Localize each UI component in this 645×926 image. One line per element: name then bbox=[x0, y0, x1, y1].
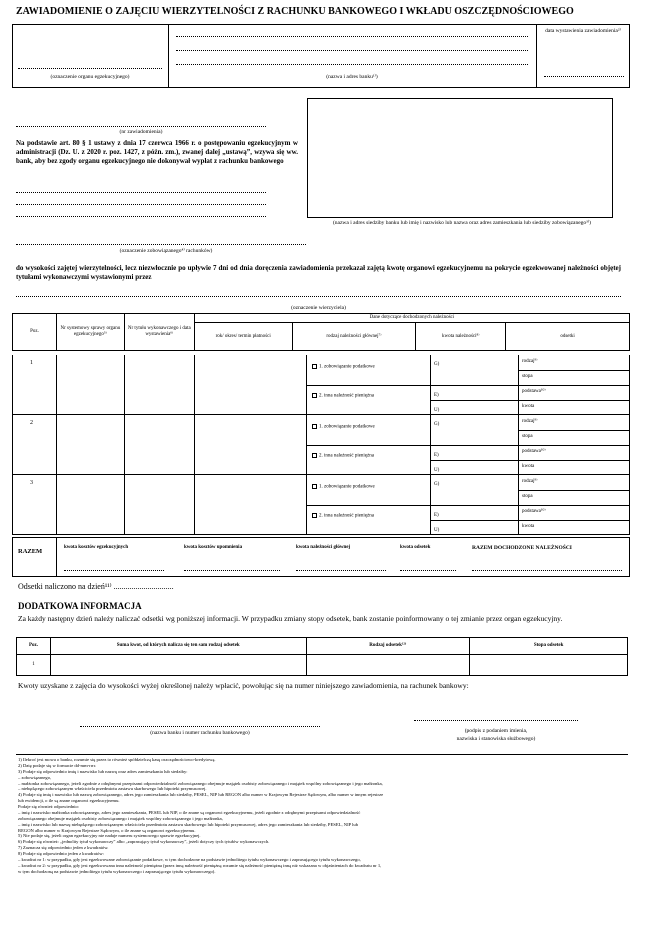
row2-i4: kwota bbox=[522, 464, 535, 469]
footnote: REGON albo numer w Krajowym Rejestrze Sądowym, o ile znane są organowi egzekucyjnemu. bbox=[18, 827, 196, 833]
row3-opt1-label: 1. zobowiązanie podatkowe bbox=[319, 484, 375, 490]
organ-caption: (oznaczenie organu egzekucyjnego) bbox=[50, 74, 130, 80]
razem-line-2[interactable] bbox=[184, 570, 280, 571]
header-period: rok/ okres/ termin płatności bbox=[194, 323, 292, 351]
razem-divider bbox=[56, 537, 57, 577]
row3-u: U) bbox=[434, 528, 440, 533]
row1-opt1-label: 1. zobowiązanie podatkowe bbox=[319, 364, 375, 370]
row2-e: E) bbox=[434, 453, 439, 458]
header-amount: kwota należności⁸⁾ bbox=[416, 323, 506, 351]
footnote-rule bbox=[16, 754, 628, 755]
additional-heading: DODATKOWA INFORMACJA bbox=[18, 601, 142, 611]
signature-caption-1: (podpis z podaniem imienia, bbox=[464, 728, 528, 734]
row2-opt1-label: 1. zobowiązanie podatkowe bbox=[319, 424, 375, 430]
date-line[interactable] bbox=[544, 76, 624, 77]
header-interest: odsetki bbox=[506, 323, 630, 351]
row-poz-1: 1 bbox=[30, 360, 33, 366]
footnotes bbox=[18, 757, 628, 875]
bank-caption: (nazwa i adres banku¹⁾) bbox=[326, 74, 378, 80]
sub-line bbox=[518, 490, 630, 491]
footnote: – niebędącego zobowiązanym właściciela przedmiotu zastawu skarbowego lub hipoteki przymusowej. bbox=[18, 786, 207, 792]
transfer-text: do wysokości zajętej wierzytelności, lecz niezwłocznie po upływie 7 dni od dnia doręczenia zawiadomienia przekazał zajętą kwotę organowi egzekucyjnemu na pokrycie egzekwowanej należności objętej tytułami wykonawczymi wystawionymi przez bbox=[16, 264, 621, 282]
additional-text: Za każdy następny dzień należy naliczać odsetki wg poniższej informacji. W przypadku zmiany stopy odsetek, bank zostanie poinformowany o tej zmianie przez organ egzekucyjny. bbox=[18, 614, 563, 623]
sub-line bbox=[430, 400, 518, 401]
row3-i1: rodzaj⁹⁾ bbox=[522, 479, 538, 484]
checkbox-icon[interactable] bbox=[312, 484, 317, 489]
razem-c4: kwota odsetek bbox=[400, 545, 431, 550]
col-line bbox=[194, 355, 195, 535]
footnote: – zobowiązanego, bbox=[18, 774, 52, 780]
row1-opt2-label: 2. inna należność pieniężna bbox=[319, 393, 374, 399]
row1-e: E) bbox=[434, 393, 439, 398]
footnote: 5) Nie podaje się, jeżeli organ egzekucyjny nie nadaje numeru systemowego sprawie egzekucyjnej. bbox=[18, 833, 201, 839]
footnote: Podaje się również odpowiednio: bbox=[18, 804, 80, 809]
header-type: rodzaj należności głównej⁷⁾ bbox=[292, 323, 416, 351]
account-line-2[interactable] bbox=[16, 204, 266, 205]
sub-line bbox=[518, 520, 630, 521]
row3-g: G) bbox=[434, 482, 440, 487]
row1-opt1[interactable] bbox=[312, 364, 375, 371]
add-cell-rate[interactable] bbox=[470, 655, 628, 676]
footnote: – imię i nazwisko lub nazwę niebędącego zobowiązanym właściciela przedmiotu zastawu skarbowego lub hipoteki przymusowej, adres jego zamieszkania lub siedziby, PESEL, NIP lub bbox=[18, 821, 359, 827]
razem-line-5[interactable] bbox=[472, 570, 622, 571]
razem-line-4[interactable] bbox=[400, 570, 456, 571]
creditor-line[interactable] bbox=[16, 296, 621, 297]
row3-opt1[interactable] bbox=[312, 484, 375, 491]
footnote: – małżonka zobowiązanego, jeżeli zgodnie z odrębnymi przepisami odpowiedzialność zobowiązanego obejmuje majątek osobisty zobowiązanego i majątek wspólny zobowiązanego i jego małżonka, bbox=[18, 780, 383, 786]
date-label: data wystawienia zawiadomienia²⁾ bbox=[545, 28, 621, 34]
row1-g: G) bbox=[434, 362, 440, 367]
header-poz: Poz. bbox=[13, 314, 57, 351]
razem-label: RAZEM bbox=[18, 548, 43, 555]
footnote: 6) Podaje się również: „jednolity tytuł wykonawczy” albo „zaprasujący tytuł wykonawczy”, jeżeli dotyczy tych tytułów wykonawczych. bbox=[18, 839, 270, 845]
sub-line bbox=[518, 370, 630, 371]
legal-basis-text: Na podstawie art. 80 § 1 ustawy z dnia 17 czerwca 1966 r. o postępowaniu egzekucyjnym w administracji (Dz. U. z 2020 r. poz. 1427, z późn. zm.), zwanej dalej „ustawą”, wzywa się ww. bank, aby bez zgody organu egzekucyjnego nie dokonywał wypłat z rachunku bankowego bbox=[16, 139, 298, 166]
checkbox-icon[interactable] bbox=[312, 393, 317, 398]
razem-c2: kwota kosztów upomnienia bbox=[184, 545, 243, 550]
debtor-box-caption: (nazwa i adres siedziby banku lub imię i nazwisko lub nazwa oraz adres zamieszkania lub siedziby zobowiązanego³⁾) bbox=[332, 220, 592, 226]
razem-row bbox=[12, 537, 630, 577]
checkbox-icon[interactable] bbox=[312, 424, 317, 429]
row2-i1: rodzaj⁹⁾ bbox=[522, 419, 538, 424]
footnote: 8) Podaje się odpowiednio jeden z kwadratów: bbox=[18, 851, 104, 856]
footnote: 2) Datę podaje się w formacie dd-mm-rrrr. bbox=[18, 762, 97, 768]
row3-e: E) bbox=[434, 513, 439, 518]
row3-opt2[interactable] bbox=[312, 513, 374, 520]
sub-line bbox=[518, 430, 630, 431]
row1-i2: stopa bbox=[522, 374, 533, 379]
row-poz-2: 2 bbox=[30, 420, 33, 426]
creditor-caption: (oznaczenie wierzyciela) bbox=[291, 305, 346, 311]
bank-account-line[interactable] bbox=[80, 726, 320, 727]
footnote: – kwadrat nr 2: w przypadku, gdy jest egzekwowana inna należność pieniężna (przez inną należność pieniężną rozumie się należność pieniężną inną niż wskazana w objaśnieniach do kwadratu nr 1, bbox=[18, 862, 382, 868]
bank-line-3[interactable] bbox=[176, 64, 528, 65]
add-cell-sum[interactable] bbox=[50, 655, 306, 676]
row2-u: U) bbox=[434, 468, 440, 473]
debtor-box[interactable] bbox=[307, 98, 613, 218]
add-header-rate: Stopa odsetek bbox=[470, 638, 628, 655]
add-header-type: Rodzaj odsetek¹²⁾ bbox=[306, 638, 470, 655]
row2-i2: stopa bbox=[522, 434, 533, 439]
bank-account-caption: (nazwa banku i numer rachunku bankowego) bbox=[150, 730, 250, 736]
payment-text: Kwoty uzyskane z zajęcia do wysokości wyżej określonej należy wpłacić, powołując się na numer niniejszego zawiadomienia, na rachunek bankowy: bbox=[18, 681, 469, 690]
footnote: 4) Podaje się imię i nazwisko lub nazwę zobowiązanego, adres jego zamieszkania lub siedziby, PESEL, NIP lub REGON albo numer w Krajowym Rejestrze Sądowym, albo numer w innym rejestrze bbox=[18, 792, 384, 798]
header-system-no: Nr systemowy sprawy organu egzekucyjnego⁵⁾ bbox=[56, 314, 124, 351]
document-title: ZAWIADOMIENIE O ZAJĘCIU WIERZYTELNOŚCI Z RACHUNKU BANKOWEGO I WKŁADU OSZCZĘDNOŚCIOWEGO bbox=[16, 6, 574, 17]
razem-line-3[interactable] bbox=[296, 570, 386, 571]
row2-opt2-label: 2. inna należność pieniężna bbox=[319, 453, 374, 459]
row-poz-3: 3 bbox=[30, 480, 33, 486]
add-row-no: 1 bbox=[17, 655, 51, 676]
row2-i3: podstawa¹⁰⁾ bbox=[522, 449, 546, 454]
footnote: zobowiązanego obejmuje majątek osobisty zobowiązanego i majątek wspólny zobowiązanego i jego małżonka, bbox=[18, 815, 223, 821]
sub-line bbox=[430, 460, 518, 461]
account-line-3[interactable] bbox=[16, 216, 266, 217]
checkbox-icon[interactable] bbox=[312, 364, 317, 369]
claims-table bbox=[12, 313, 630, 351]
header-divider-2 bbox=[536, 24, 537, 88]
row2-opt2[interactable] bbox=[312, 453, 374, 460]
footnote: 1) Ilekroć jest mowa o banku, rozumie się przez to również spółdzielczą kasę oszczędnościowo-kredytową. bbox=[18, 757, 216, 762]
sub-line bbox=[518, 460, 630, 461]
add-header-sum: Suma kwot, od których nalicza się ten sam rodzaj odsetek bbox=[50, 638, 306, 655]
checkbox-icon[interactable] bbox=[312, 513, 317, 518]
bank-line-2[interactable] bbox=[176, 50, 528, 51]
notice-number-line[interactable] bbox=[16, 126, 266, 127]
col-line bbox=[56, 355, 57, 535]
account-designation-caption: (oznaczenie zobowiązanego⁴⁾ rachunków) bbox=[119, 248, 213, 254]
sub-line bbox=[306, 445, 630, 446]
row1-u: U) bbox=[434, 408, 440, 413]
row3-opt2-label: 2. inna należność pieniężna bbox=[319, 513, 374, 519]
account-designation-line[interactable] bbox=[16, 244, 306, 245]
footnote: – kwadrat nr 1: w przypadku, gdy jest egzekwowane zobowiązanie podatkowe, w tym dochodzone na podstawie jednolitego tytułu wykonawczego i zaprasującego tytułu wykonawczego, bbox=[18, 856, 361, 862]
razem-c3: kwota należności głównej bbox=[296, 545, 351, 550]
sub-line bbox=[518, 400, 630, 401]
header-divider-1 bbox=[168, 24, 169, 88]
interest-note: Odsetki naliczono na dzień¹¹⁾ .............................. bbox=[18, 582, 174, 591]
row1-opt2[interactable] bbox=[312, 393, 374, 400]
row3-i4: kwota bbox=[522, 524, 535, 529]
organ-line[interactable] bbox=[18, 68, 162, 69]
signature-caption-2: nazwiska i stanowiska służbowego) bbox=[456, 736, 536, 742]
row2-opt1[interactable] bbox=[312, 424, 375, 431]
sub-line bbox=[306, 385, 630, 386]
row2-g: G) bbox=[434, 422, 440, 427]
razem-c5: RAZEM DOCHODZONE NALEŻNOŚCI bbox=[472, 545, 572, 551]
notice-number-caption: (nr zawiadomienia) bbox=[119, 129, 163, 135]
footnote: lub ewidencji, o ile są znane organowi egzekucyjnemu. bbox=[18, 798, 120, 804]
razem-line-1[interactable] bbox=[64, 570, 164, 571]
bank-line-1[interactable] bbox=[176, 36, 528, 37]
footnote: – imię i nazwisko małżonka zobowiązanego, adres jego zamieszkania, PESEL lub NIP, o ile znane są organowi egzekucyjnemu, jeżeli zgodnie z odrębnymi przepisami odpowiedzialność bbox=[18, 809, 361, 815]
row1-i1: rodzaj⁹⁾ bbox=[522, 359, 538, 364]
footnote: w tym dochodzoną na podstawie jednolitego tytułu wykonawczego i zaprasującego tytułu wykonawczego). bbox=[18, 868, 216, 874]
account-line-1[interactable] bbox=[16, 192, 266, 193]
add-cell-type[interactable] bbox=[306, 655, 470, 676]
add-header-poz: Poz. bbox=[17, 638, 51, 655]
row3-i3: podstawa¹⁰⁾ bbox=[522, 509, 546, 514]
additional-table bbox=[16, 637, 628, 676]
footnote: 7) Zaznacza się odpowiednio jeden z kwadratów. bbox=[18, 845, 109, 851]
razem-c1: kwota kosztów egzekucyjnych bbox=[64, 545, 129, 550]
row3-i2: stopa bbox=[522, 494, 533, 499]
footnote: 3) Podaje się odpowiednio imię i nazwisko lub nazwę oraz adres zamieszkania lub siedziby: bbox=[18, 768, 188, 774]
interest-note-text: Odsetki naliczono na dzień¹¹⁾ bbox=[18, 582, 112, 591]
sub-line bbox=[306, 505, 630, 506]
checkbox-icon[interactable] bbox=[312, 453, 317, 458]
sub-line bbox=[430, 520, 518, 521]
col-line bbox=[124, 355, 125, 535]
row1-i3: podstawa¹⁰⁾ bbox=[522, 389, 546, 394]
signature-line[interactable] bbox=[414, 720, 578, 721]
header-group: Dane dotyczące dochodzonych należności bbox=[194, 314, 629, 323]
row1-i4: kwota bbox=[522, 404, 535, 409]
header-title-no: Nr tytułu wykonawczego i data wystawienia⁶⁾ bbox=[124, 314, 194, 351]
